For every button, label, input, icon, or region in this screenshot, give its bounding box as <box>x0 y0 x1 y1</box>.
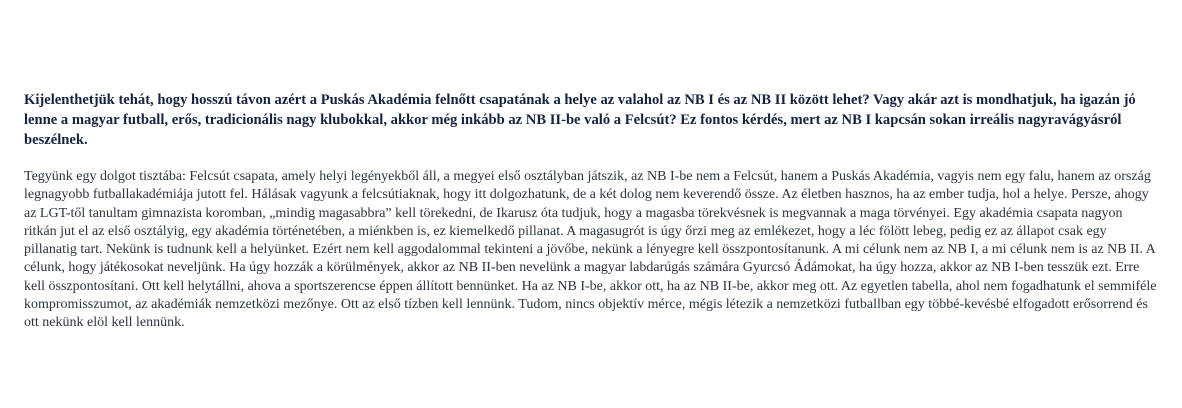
article-lead-paragraph: Kijelenthetjük tehát, hogy hosszú távon azért a Puskás Akadémia felnőtt csapatának a helye az valahol az NB I és az NB II között lehet? Vagy akár azt is mondhatjuk, ha igazán jó lenne a magyar futball, erős, tradicionális nagy klubokkal, akkor még inkább az NB II-be való a Felcsút? Ez fontos kérdés, mert az NB I kapcsán sokan irreális nagyravágyásról beszélnek. <box>24 92 1136 148</box>
article-body-paragraph: Tegyünk egy dolgot tisztába: Felcsút csapata, amely helyi legényekből áll, a megyei első osztályban játszik, az NB I-be nem a Felcsút, hanem a Puskás Akadémia, vagyis nem egy falu, hanem az ország legnagyobb futballakadémiája jutott fel. Hálásak vagyunk a felcsútiaknak, hogy itt dolgozhatunk, de a két dolog nem keverendő össze. Az életben hasznos, ha az ember tudja, hol a helye. Persze, ahogy az LGT-től tanultam gimnazista koromban, „mindig magasabbra” kell törekedni, de Ikarusz óta tudjuk, hogy a magasba törekvésnek is megvannak a maga törvényei. Egy akadémia csapata nagyon ritkán jut el az első osztályig, egy akadémia történetében, a miénkben is, ez kiemelkedő pillanat. A magasugrót is úgy őrzi meg az emlékezet, hogy a léc fölött lebeg, pedig ez az állapot csak egy pillanatig tart. Nekünk is tudnunk kell a helyünket. Ezért nem kell aggodalommal tekinteni a jövőbe, nekünk a lényegre kell összpontosítanunk. A mi célunk nem az NB I, a mi célunk nem is az NB II. A célunk, hogy játékosokat neveljünk. Ha úgy hozzák a körülmények, akkor az NB II-ben nevelünk a magyar labdarúgás számára Gyurcsó Ádámokat, ha úgy hozza, akkor az NB I-ben tesszük ezt. Erre kell összpontosítani. Ott kell helytállni, ahova a sportszerencse éppen állított bennünket. Ha az NB I-be, akkor ott, ha az NB II-be, akkor meg ott. Az egyetlen tabella, ahol nem fogadhatunk el semmiféle kompromisszumot, az akadémiák nemzetközi mezőnye. Ott az első tízben kell lennünk. Tudom, nincs objektív mérce, mégis létezik a nemzetközi futballban egy többé-kevésbé elfogadott erősorrend és ott nekünk elöl kell lennünk. <box>24 169 1157 331</box>
article <box>24 90 1158 333</box>
